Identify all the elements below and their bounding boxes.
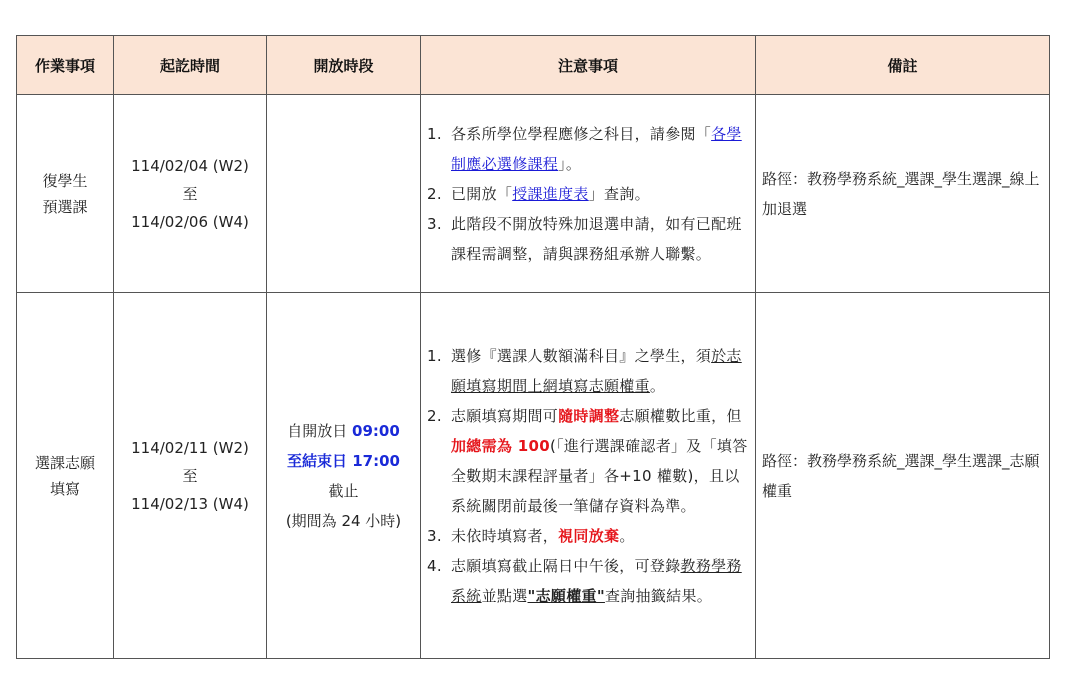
note-text: 並點選 bbox=[481, 586, 528, 605]
note-text: (「進行選課確認者」及「填答全數期末課程評量者」各+10 權數)，且以系統關閉前最後一筆儲存資料為準。 bbox=[451, 436, 748, 515]
task-cell bbox=[17, 293, 114, 659]
note-underline: 教務學務系統 bbox=[451, 556, 742, 605]
duration-label: (期間為 24 小時) bbox=[285, 511, 402, 530]
notes-list bbox=[427, 341, 749, 611]
header-open-hours: 開放時段 bbox=[267, 36, 421, 95]
item-number: 4. bbox=[427, 556, 442, 575]
period-to: 至 bbox=[182, 466, 198, 485]
open-line bbox=[267, 416, 420, 446]
item-number: 1. bbox=[427, 346, 442, 365]
note-text: 志願填寫截止隔日中午後，可登錄 bbox=[451, 556, 681, 575]
note-text: 選修『選課人數額滿科目』之學生，須 bbox=[451, 346, 712, 365]
task-label: 選課志願 bbox=[34, 453, 95, 472]
item-number: 3. bbox=[427, 526, 442, 545]
list-item bbox=[427, 551, 749, 611]
note-emphasis: 隨時調整 bbox=[558, 406, 620, 425]
table-row bbox=[17, 293, 1050, 659]
table-header-row bbox=[17, 36, 1050, 95]
schedule-table bbox=[16, 35, 1050, 659]
list-item bbox=[427, 341, 749, 401]
open-text: 自開放日 bbox=[287, 421, 353, 440]
item-text bbox=[451, 341, 749, 401]
item-text bbox=[451, 401, 749, 521]
period-start: 114/02/11 (W2) bbox=[131, 438, 249, 457]
period-start: 114/02/04 (W2) bbox=[131, 156, 249, 175]
open-hours-cell bbox=[267, 293, 421, 659]
note-text: 志願填寫期間可 bbox=[451, 406, 559, 425]
item-number: 3. bbox=[427, 214, 442, 233]
remark-cell: 路徑：教務學務系統_選課_學生選課_志願權重 bbox=[756, 293, 1050, 659]
open-time: 09:00 bbox=[352, 421, 400, 440]
deadline-label: 截止 bbox=[328, 481, 359, 500]
required-courses-link[interactable]: 各學制應必選修課程 bbox=[451, 124, 742, 173]
note-emphasis: 視同放棄 bbox=[558, 526, 620, 545]
note-text: 已開放「 bbox=[451, 184, 513, 203]
table-row bbox=[17, 95, 1050, 293]
item-text bbox=[451, 119, 749, 179]
period-end: 114/02/06 (W4) bbox=[131, 212, 249, 231]
period-cell bbox=[114, 95, 267, 293]
period-cell bbox=[114, 293, 267, 659]
header-task: 作業事項 bbox=[17, 36, 114, 95]
list-item bbox=[427, 521, 749, 551]
task-label: 預選課 bbox=[42, 197, 88, 216]
note-text: 查詢抽籤結果。 bbox=[604, 586, 713, 605]
task-label: 填寫 bbox=[49, 479, 80, 498]
open-hours-cell bbox=[267, 95, 421, 293]
task-cell bbox=[17, 95, 114, 293]
list-item bbox=[427, 119, 749, 179]
header-remark: 備註 bbox=[756, 36, 1050, 95]
close-line: 至結束日 17:00 bbox=[287, 451, 400, 470]
item-text: 此階段不開放特殊加退選申請，如有已配班課程需調整，請與課務組承辦人聯繫。 bbox=[451, 214, 742, 263]
note-text: 未依時填寫者， bbox=[451, 526, 559, 545]
item-number: 2. bbox=[427, 406, 442, 425]
note-text: 」查詢。 bbox=[588, 184, 650, 203]
item-number: 1. bbox=[427, 124, 442, 143]
period-to: 至 bbox=[182, 184, 198, 203]
item-text bbox=[451, 179, 749, 209]
item-number: 2. bbox=[427, 184, 442, 203]
note-text: 。 bbox=[649, 376, 666, 395]
header-period: 起訖時間 bbox=[114, 36, 267, 95]
list-item bbox=[427, 179, 749, 209]
note-text: 志願權數比重，但 bbox=[619, 406, 742, 425]
note-text: 。 bbox=[619, 526, 635, 545]
period-end: 114/02/13 (W4) bbox=[131, 494, 249, 513]
note-underline: 於志願填寫期間上網填寫志願權重 bbox=[451, 346, 742, 395]
header-notes: 注意事項 bbox=[421, 36, 756, 95]
list-item bbox=[427, 209, 749, 269]
note-text: 各系所學位學程應修之科目，請參閱「 bbox=[451, 124, 712, 143]
list-item bbox=[427, 401, 749, 521]
task-label: 復學生 bbox=[42, 171, 88, 190]
item-text bbox=[451, 521, 749, 551]
notes-list bbox=[427, 119, 749, 269]
notes-cell bbox=[421, 95, 756, 293]
notes-cell bbox=[421, 293, 756, 659]
item-text bbox=[451, 551, 749, 611]
note-bold: "志願權重" bbox=[527, 586, 605, 605]
remark-cell: 路徑：教務學務系統_選課_學生選課_線上加退選 bbox=[756, 95, 1050, 293]
note-text: 」。 bbox=[558, 154, 582, 173]
note-emphasis: 加總需為 100 bbox=[451, 436, 550, 455]
syllabus-link[interactable]: 授課進度表 bbox=[512, 184, 589, 203]
